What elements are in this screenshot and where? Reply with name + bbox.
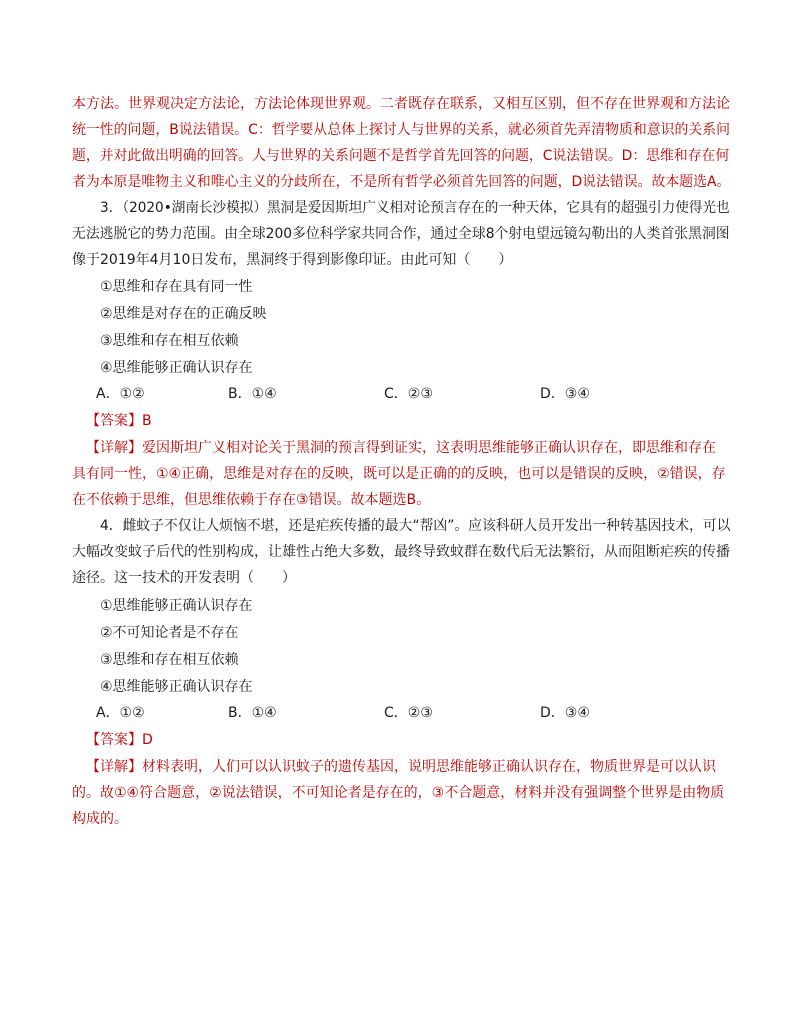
statement-item: ②思维是对存在的正确反映 (100, 306, 267, 322)
prev-explanation-line: 者为本原是唯物主义和唯心主义的分歧所在，不是所有哲学必须首先回答的问题，D说法错误。故本题选A。 (72, 174, 731, 190)
prev-explanation-line: 题，并对此做出明确的回答。人与世界的关系问题不是哲学首先回答的问题，C说法错误。D：思维和存在何 (72, 148, 730, 164)
detail-line: 在不依赖于思维，但思维依赖于存在③错误。故本题选B。 (72, 492, 431, 508)
question-stem-line: 途径。这一技术的开发表明（ ） (72, 570, 296, 586)
question-stem-line: 无法逃脱它的势力范围。由全球200多位科学家共同合作，通过全球8个射电望远镜勾勒出的人类首张黑洞图 (72, 226, 730, 242)
answer-label: 【答案】B (86, 413, 152, 429)
detail-line: 构成的。 (72, 811, 128, 827)
question-stem-line: 4．雌蚊子不仅让人烦恼不堪，还是疟疾传播的最大“帮凶”。应该科研人员开发出一种转基因技术，可以 (100, 518, 731, 534)
option-b: B．①④ (228, 705, 277, 721)
detail-line: 的。故①④符合题意，②说法错误，不可知论者是存在的，③不合题意，材料并没有强调整个世界是由物质 (72, 785, 725, 801)
statement-item: ①思维和存在具有同一性 (100, 279, 253, 295)
option-b: B．①④ (228, 386, 277, 402)
prev-explanation-line: 本方法。世界观决定方法论，方法论体现世界观。二者既存在联系，又相互区别，但不存在世界观和方法论 (72, 96, 730, 112)
question-stem-line: 大幅改变蚊子后代的性别构成，让雄性占绝大多数，最终导致蚊群在数代后无法繁衍，从而阻断疟疾的传播 (72, 544, 730, 560)
statement-item: ③思维和存在相互依赖 (100, 652, 239, 668)
statement-item: ③思维和存在相互依赖 (100, 333, 239, 349)
detail-line: 具有同一性，①④正确，思维是对存在的反映，既可以是正确的的反映，也可以是错误的反映，②错误，存 (72, 466, 726, 482)
question-stem-line: 3．（2020•湖南长沙模拟）黑洞是爱因斯坦广义相对论预言存在的一种天体，它具有的超强引力使得光也 (100, 200, 730, 216)
statement-item: ①思维能够正确认识存在 (100, 598, 253, 614)
option-a: A．①② (96, 705, 145, 721)
option-c: C．②③ (384, 705, 433, 721)
option-c: C．②③ (384, 386, 433, 402)
option-d: D．③④ (540, 386, 590, 402)
statement-item: ②不可知论者是不存在 (100, 625, 239, 641)
question-stem-line: 像于2019年4月10日发布，黑洞终于得到影像印证。由此可知（ ） (72, 252, 513, 268)
detail-line: 【详解】材料表明，人们可以认识蚊子的遗传基因，说明思维能够正确认识存在，物质世界是可以认识 (86, 759, 716, 775)
prev-explanation-line: 统一性的问题，B说法错误。C：哲学要从总体上探讨人与世界的关系，就必须首先弄清物质和意识的关系问 (72, 122, 731, 138)
option-d: D．③④ (540, 705, 590, 721)
statement-item: ④思维能够正确认识存在 (100, 679, 253, 695)
statement-item: ④思维能够正确认识存在 (100, 360, 253, 376)
detail-line: 【详解】爱因斯坦广义相对论关于黑洞的预言得到证实，这表明思维能够正确认识存在，即思维和存在 (86, 440, 716, 456)
option-a: A．①② (96, 386, 145, 402)
answer-label: 【答案】D (86, 732, 153, 748)
